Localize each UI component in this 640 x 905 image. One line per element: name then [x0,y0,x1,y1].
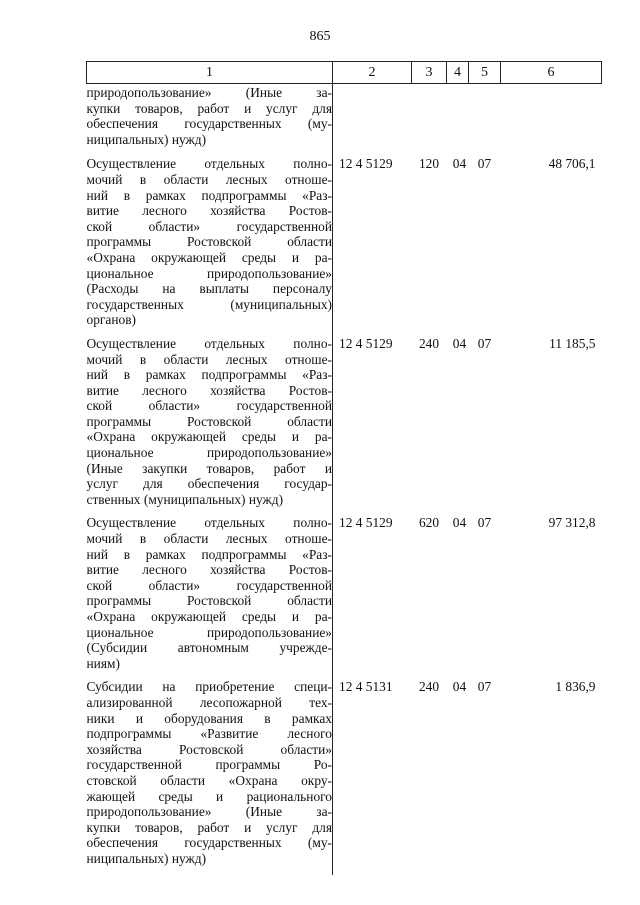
description-line: органов) [86,312,136,328]
amount-value: 48 706,1 [548,156,596,172]
description-line: циональное природопользование» [86,265,332,281]
expense-type-code: 240 [418,335,440,351]
header-col-6: 6 [501,62,602,84]
amount-value: 11 185,5 [549,335,596,351]
table-row-continuation [87,84,602,157]
header-col-1: 1 [87,62,333,84]
description-line: витие лесного хозяйства Ростов- [86,382,332,398]
section-code: 04 [452,335,467,351]
description-line: ний в рамках подпрограммы «Раз- [86,546,332,562]
budget-table [86,61,602,875]
description-line: ний в рамках подпрограммы «Раз- [86,187,332,203]
description-line: мочий в области лесных отноше- [86,351,332,367]
description-line: ний в рамках подпрограммы «Раз- [86,367,332,383]
table-row [87,515,602,679]
description-line: программы Ростовской области [86,593,332,609]
description-line: мочий в области лесных отноше- [86,531,332,547]
description-line: витие лесного хозяйства Ростов- [86,203,332,219]
table-row [87,679,602,874]
description-line: Осуществление отдельных полно- [86,335,332,351]
description-line: обеспечения государственных (му- [86,116,332,132]
description-line: ниципальных) нужд) [86,850,207,866]
table-row [87,156,602,336]
expense-type-code: 120 [418,156,440,172]
table-header-row [87,62,602,84]
description-line: ализированной лесопожарной тех- [86,694,332,710]
row-description [87,515,333,679]
header-col-2: 2 [333,62,412,84]
page-number: 865 [309,29,331,44]
subsection-code: 07 [477,679,492,695]
target-article-code: 12 4 5131 [339,679,393,695]
header-col-4: 4 [447,62,469,84]
table-row [87,336,602,516]
description-line: (Расходы на выплаты персоналу [86,281,332,297]
description-line: «Охрана окружающей среды и ра- [86,249,332,265]
description-line: стовской области «Охрана окру- [86,772,332,788]
subsection-code: 07 [477,515,492,531]
description-line: «Охрана окружающей среды и ра- [86,609,332,624]
description-line: программы Ростовской области [86,413,332,429]
description-line: (Субсидии автономным учрежде- [86,640,332,656]
description-line: «Охрана окружающей среды и ра- [86,429,332,445]
subsection-code: 07 [477,335,492,351]
description-line: циональное природопользование» [86,624,332,640]
amount-value: 97 312,8 [548,515,596,531]
expense-type-code: 620 [418,515,440,531]
row-description [87,156,333,336]
description-line: мочий в области лесных отноше- [86,171,332,187]
description-line: Осуществление отдельных полно- [86,515,332,531]
description-line: государственной программы Ро- [86,757,332,773]
header-col-5: 5 [469,62,501,84]
description-line: природопользование» (Иные за- [86,804,332,820]
subsection-code: 07 [477,156,492,172]
description-line: Субсидии на приобретение специ- [86,679,332,695]
description-line: природопользование» (Иные за- [86,85,332,100]
description-line: государственных (муниципальных) [86,296,332,312]
section-code: 04 [452,156,467,172]
description-line: ники и оборудования в рамках [86,710,332,726]
description-line: ской области» государственной [86,577,332,593]
description-line: ской области» государственной [86,398,332,414]
description-line: ской области» государственной [86,218,332,234]
description-line: купки товаров, работ и услуг для [86,100,332,116]
amount-value: 1 836,9 [555,679,596,695]
continuation-description [87,84,333,157]
description-line: услуг для обеспечения государ- [86,476,332,492]
description-line: Осуществление отдельных полно- [86,156,332,172]
description-line: хозяйства Ростовской области» [86,741,332,757]
section-code: 04 [452,679,467,695]
expense-type-code: 240 [418,679,440,695]
description-line: подпрограммы «Развитие лесного [86,726,332,742]
target-article-code: 12 4 5129 [339,515,393,531]
description-line: ниям) [86,655,120,671]
section-code: 04 [452,515,467,531]
header-col-3: 3 [412,62,447,84]
description-line: обеспечения государственных (му- [86,835,332,851]
description-line: программы Ростовской области [86,234,332,250]
target-article-code: 12 4 5129 [339,156,393,172]
target-article-code: 12 4 5129 [339,335,393,351]
row-description [87,679,333,874]
description-line: ниципальных) нужд) [86,131,207,147]
description-line: (Иные закупки товаров, работ и [86,460,332,476]
description-line: витие лесного хозяйства Ростов- [86,562,332,578]
description-line: ственных (муниципальных) нужд) [86,491,284,507]
description-line: циональное природопользование» [86,445,332,461]
description-line: купки товаров, работ и услуг для [86,819,332,835]
row-description [87,336,333,516]
description-line: жающей среды и рационального [86,788,332,804]
